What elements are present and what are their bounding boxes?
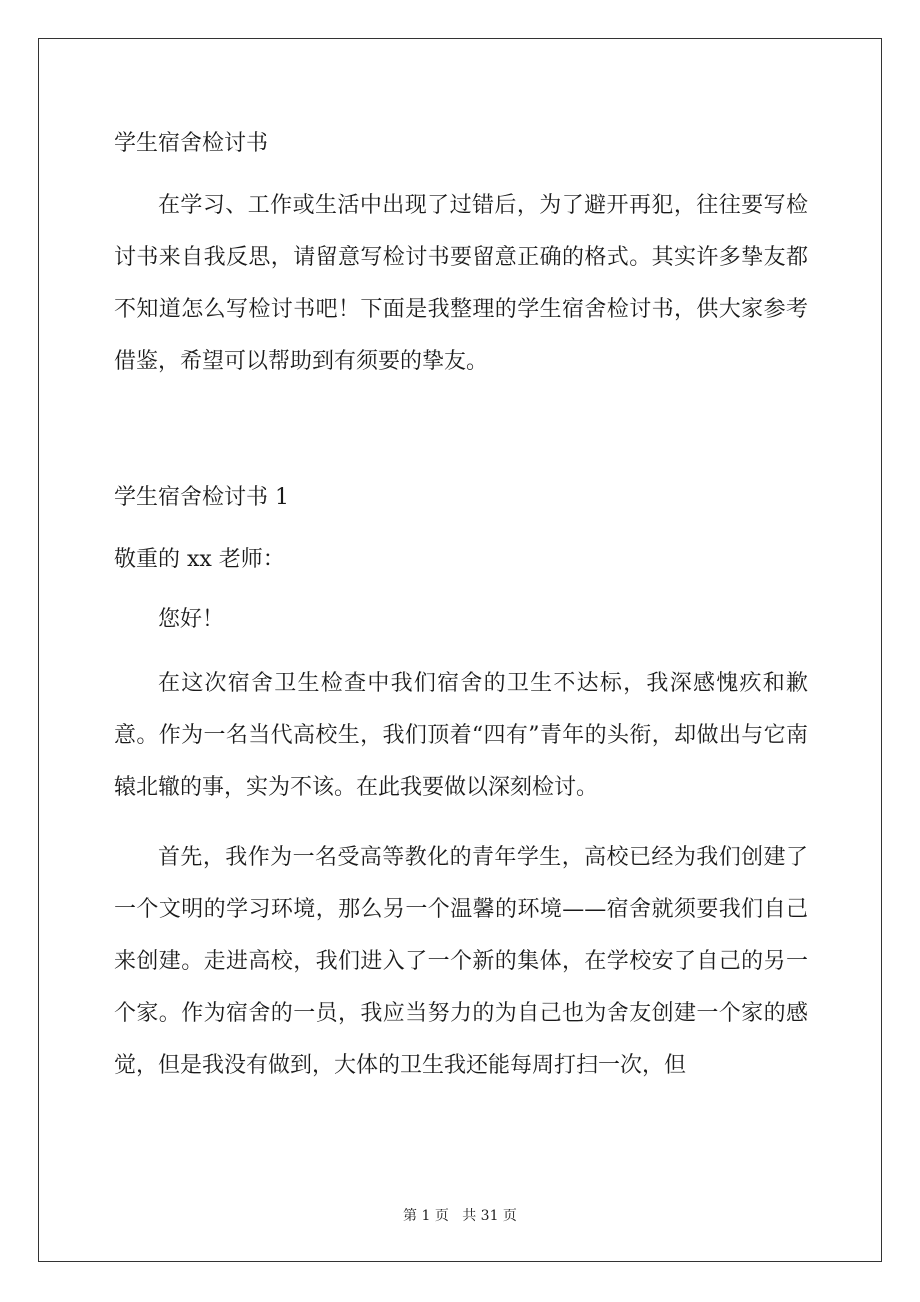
- footer-separator: [449, 1208, 462, 1224]
- body-paragraph: 首先，我作为一名受高等教化的青年学生，高校已经为我们创建了一个文明的学习环境，那么另一个温馨的环境——宿舍就须要我们自己来创建。走进高校，我们进入了一个新的集体，在学校安了自己的另一个家。作为宿舍的一员，我应当努力的为自己也为舍友创建一个家的感觉，但是我没有做到，大体的卫生我还能每周打扫一次，但: [114, 845, 808, 1078]
- salutation: 敬重的 xx 老师：: [114, 547, 285, 572]
- document-body: [114, 118, 808, 1092]
- document-title: 学生宿舍检讨书: [114, 131, 269, 156]
- greeting: 您好！: [158, 607, 225, 632]
- page-number: 第 1 页: [403, 1208, 449, 1224]
- body-paragraph: 在这次宿舍卫生检查中我们宿舍的卫生不达标，我深感愧疚和歉意。作为一名当代高校生，我们顶着“四有”青年的头衔，却做出与它南辕北辙的事，实为不该。在此我要做以深刻检讨。: [114, 671, 808, 800]
- page-footer: [0, 1206, 920, 1226]
- page-total: 共 31 页: [462, 1208, 517, 1224]
- section-title: 学生宿舍检讨书 1: [114, 485, 289, 510]
- intro-paragraph: 在学习、工作或生活中出现了过错后，为了避开再犯，往往要写检讨书来自我反思，请留意写检讨书要留意正确的格式。其实许多挚友都不知道怎么写检讨书吧！下面是我整理的学生宿舍检讨书，供大家参考借鉴，希望可以帮助到有须要的挚友。: [114, 193, 808, 374]
